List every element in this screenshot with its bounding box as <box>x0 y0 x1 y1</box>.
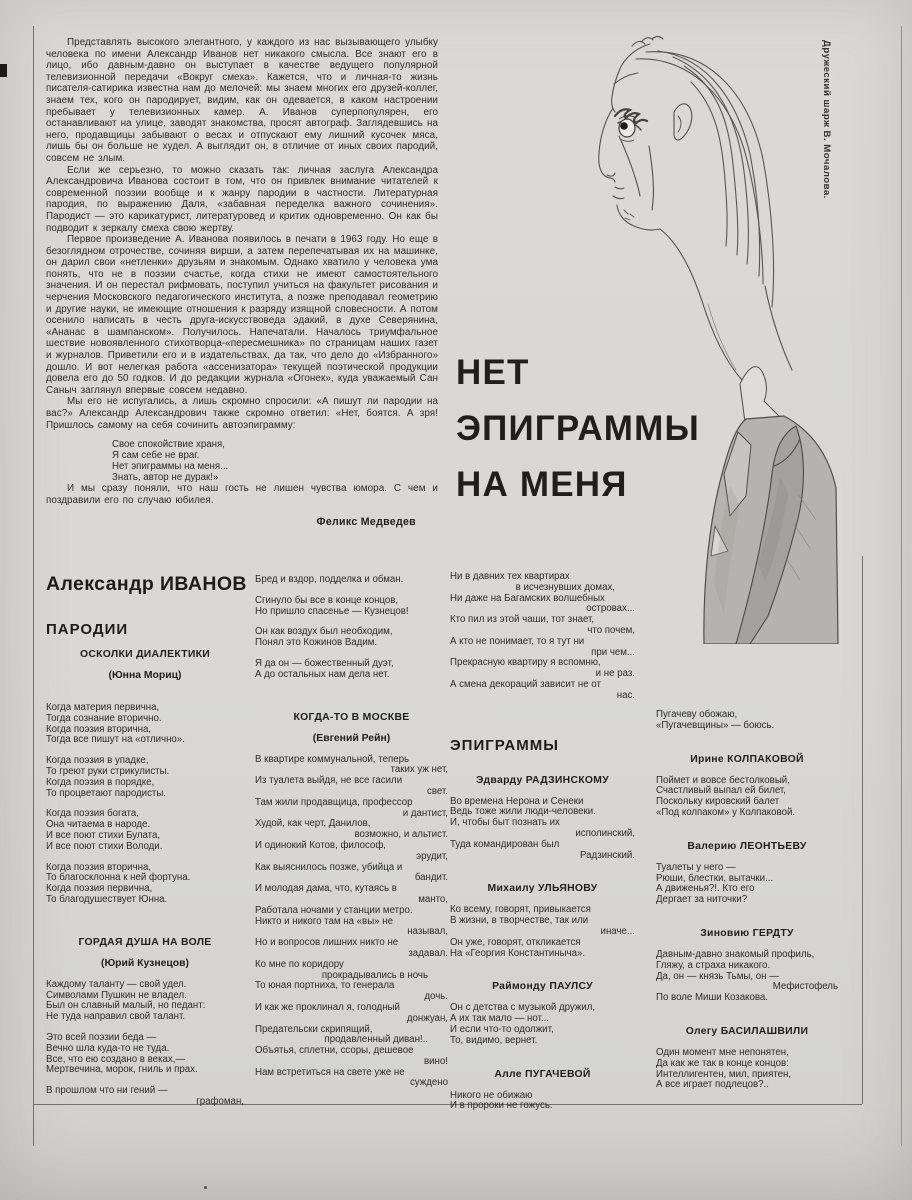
poem-line: Когда поэзия богата, <box>46 808 139 820</box>
poem-line: Никого не обижаю <box>450 1089 533 1101</box>
poem-line: Никто и никого там на «вы» не <box>255 915 393 927</box>
parodied-poet-name: (Юрий Кузнецов) <box>101 957 189 969</box>
poem-line: И молодая дама, что, кутаясь в <box>255 883 397 895</box>
poem-line: А смена декораций зависит не от <box>450 678 601 690</box>
poem-line: продавленный диван!.. <box>324 1034 428 1046</box>
poem-line: нас. <box>616 689 635 701</box>
poem-title: Зиновию ГЕРДТУ <box>700 927 794 939</box>
intro-article <box>46 37 438 528</box>
poem-line: Поймет и вовсе бестолковый, <box>656 774 790 786</box>
poem-line: Когда поэзия первична, <box>46 883 153 895</box>
author-name-heading: Александр ИВАНОВ <box>46 573 247 595</box>
poem-line: исполинский, <box>575 827 635 839</box>
poem-line: Работала ночами у станции метро. <box>255 904 413 916</box>
spacer <box>450 959 635 980</box>
parodied-poet-name: (Юнна Мориц) <box>108 670 182 681</box>
closing-paragraph: И мы сразу поняли, что наш гость не лишен чувства юмора. С чем и поздравили его по случаю юбилея. <box>46 483 438 506</box>
poem-line: И как же проклинал я, голодный <box>255 1001 400 1013</box>
poem-line: То, видимо, вернет. <box>450 1034 538 1046</box>
face-sketch <box>599 44 692 230</box>
poem-line: В квартире коммунальной, теперь <box>255 753 410 765</box>
poem-line: вино! <box>424 1055 448 1067</box>
poem-line: А кто не понимает, то я тут ни <box>450 635 585 647</box>
hair-sketch <box>614 37 774 308</box>
spacer <box>450 702 635 737</box>
poem-line: в исчезнувших домах, <box>515 581 615 593</box>
poem-line: Сгинуло бы все в конце концов, <box>255 594 399 606</box>
poem-line: Давным-давно знакомый профиль, <box>656 948 815 960</box>
poem-line: Он с детства с музыкой дружил, <box>450 1002 596 1014</box>
poem-line: Туда командирован был <box>450 838 560 850</box>
poem-line: Пугачеву обожаю, <box>656 709 738 720</box>
poem-line: суждено <box>409 1077 448 1089</box>
column-divider-rule <box>862 556 863 1104</box>
poem-line: задавал. <box>408 947 448 959</box>
poem-title: Валерию ЛЕОНТЬЕВУ <box>687 840 807 852</box>
spacer <box>656 732 838 753</box>
poem-line: Поскольку кировский балет <box>656 796 780 808</box>
poem-line: при чем... <box>591 646 635 658</box>
section-heading: ЭПИГРАММЫ <box>450 736 559 754</box>
poem-line: прокрадывались в ночь <box>321 969 428 981</box>
page-title-line: НА МЕНЯ <box>456 465 628 505</box>
poem-title: Олегу БАСИЛАШВИЛИ <box>685 1025 809 1037</box>
parodies-column-2 <box>255 575 448 1089</box>
poem-line: Ко всему, говорят, привыкается <box>450 904 591 916</box>
byline: Феликс Медведев <box>316 515 416 528</box>
poem-line: И все поют стихи Володи. <box>46 840 163 852</box>
spacer <box>656 1004 838 1025</box>
poem-line: В прошлом что ни гений — <box>46 1085 168 1097</box>
poem-line: свет. <box>426 785 448 797</box>
poem-line: Да как же так в конце концов: <box>656 1057 789 1069</box>
parodies-column-1 <box>46 573 247 1108</box>
poem-line: Когда материя первична, <box>46 702 160 713</box>
poem-line: манто, <box>418 893 448 905</box>
intro-paragraph: Мы его не испугались, а лишь скромно спросили: «А пишут ли пародии на вас?» Александр Александрович также скромно ответил: «Нет, боятся. А зря! Пришлось самому на себя сочинить автоэпиграмму: <box>46 396 438 431</box>
poem-line: Интеллигентен, мил, приятен, <box>656 1068 792 1080</box>
poem-line: Как выяснилось позже, убийца и <box>255 861 403 873</box>
poem-line: бандит. <box>414 872 448 884</box>
page-title-line: НЕТ <box>456 353 530 393</box>
spacer <box>450 1047 635 1068</box>
poem-line: и не раз. <box>595 668 635 680</box>
poem-line: Ведь тоже жили люди-человеки. <box>450 806 596 818</box>
spacer <box>450 764 635 774</box>
poem-line: Не туда направил свой талант. <box>46 1011 186 1023</box>
poem-title: Ирине КОЛПАКОВОЙ <box>690 753 804 765</box>
epigram-line: Нет эпиграммы на меня... <box>112 460 229 472</box>
poem-line: дочь. <box>424 991 448 1003</box>
poem-line: То благодушествует Юнна. <box>46 893 168 905</box>
poem-line: и дантист, <box>402 807 448 819</box>
poem-line: Бред и вздор, подделка и обман. <box>255 574 404 585</box>
poem-line: То благосклонна к ней фортуна. <box>46 872 191 884</box>
poem-line: То юная портниха, то генерала <box>255 980 395 992</box>
poem-title: Раймонду ПАУЛСУ <box>492 981 593 993</box>
poem-line: Из туалета выйдя, не все гасили <box>255 775 403 787</box>
epigrams-column-1 <box>450 572 635 1112</box>
poem-line: И все поют стихи Булата, <box>46 829 161 841</box>
poem-line: Он уже, говорят, откликается <box>450 936 581 948</box>
poem-line: Дергает за ниточки? <box>656 894 748 906</box>
poem-line: Когда поэзия вторична, <box>46 723 152 735</box>
poem-line: А движенья?!. Кто его <box>656 883 755 895</box>
poem-title: КОГДА-ТО В МОСКВЕ <box>293 711 410 723</box>
poem-line: Это всей поэзии беда — <box>46 1031 157 1043</box>
poem-line: В жизни, в творчестве, так или <box>450 915 589 927</box>
auto-epigram <box>112 440 438 483</box>
caricature-drawing <box>588 24 840 644</box>
poem-line: Кто пил из этой чаши, тот знает, <box>450 614 595 626</box>
poem-line: Во времена Нерона и Сенеки <box>450 795 584 807</box>
poem-line: Счастливый выпал ей билет, <box>656 785 786 797</box>
right-border-rule <box>901 26 902 1146</box>
poem-line: Каждому таланту — свой удел. <box>46 978 187 990</box>
poem-line: Предательски скрипящий, <box>255 1023 373 1035</box>
poem-line: «Пугачевщины» — боюсь. <box>656 719 775 731</box>
epigram-line: Я сам себе не враг. <box>112 449 200 461</box>
poem-title: ОСКОЛКИ ДИАЛЕКТИКИ <box>79 649 211 660</box>
poem-line: А их так мало — нот... <box>450 1013 549 1025</box>
poem-line: Он как воздух был необходим, <box>255 626 393 638</box>
poem-line: Худой, как черт, Данилов, <box>255 818 371 830</box>
epigram-line: Знать, автор не дурак!» <box>112 471 219 483</box>
poem-line: донжуан, <box>406 1012 448 1024</box>
poem-line: Понял это Кожинов Вадим. <box>255 637 378 649</box>
poem-line: Радзинский. <box>580 849 635 861</box>
poem-line: называл, <box>407 926 448 938</box>
poem-line: иначе... <box>600 925 635 937</box>
poem-line: Был он славный малый, но педант: <box>46 1000 206 1012</box>
poem-line: По воле Миши Козакова. <box>656 992 768 1004</box>
spacer <box>46 682 244 703</box>
intro-paragraph: Представлять высокого элегантного, у каждого из нас вызывающего улыбку человека по имени Александр Иванов нет никакого смысла. Все знают его в лицо, ибо давным-давно он выступает в качестве ведущего популярной телевизионной передачи «Вокруг смеха». Кажется, что и личная-то жизнь писателя-сатирика известна нам до мелочей: мы знаем многих его друзей-коллег, знаем тех, кого он пародирует, видим, как он одевается, в каком настроении пребывает у телевизионных камер. А. Иванов суперпопулярен, его останавливают на улице, заводят знакомства, просят автограф. Заглядевшись на него, продавщицы забывают о весах и отпускают ему лишний кусочек мяса, лишь бы он больше не худел. А выглядит он, в отличие от иных своих пародий, совсем не злым. <box>46 37 438 164</box>
spacer <box>255 681 448 711</box>
poem-line: На «Георгия Константиныча». <box>450 947 586 959</box>
poem-line: Один момент мне непонятен, <box>656 1046 789 1058</box>
epigrams-column-2 <box>656 710 838 1091</box>
poem-line: «Под колпаком» у Колпаковой. <box>656 806 796 818</box>
scan-artifact <box>0 64 7 77</box>
poem-line: Прекрасную квартиру я вспомню, <box>450 657 601 669</box>
poem-line: И если что-то одолжит, <box>450 1023 554 1035</box>
section-heading: ПАРОДИИ <box>46 621 129 638</box>
spacer <box>450 861 635 882</box>
poem-line: Гляжу, а страха никакого. <box>656 959 771 971</box>
poem-title: ГОРДАЯ ДУША НА ВОЛЕ <box>78 936 212 948</box>
poem-line: Ко мне по коридору <box>255 958 344 970</box>
poem-title: Алле ПУГАЧЕВОЙ <box>494 1068 591 1080</box>
poem-line: что почем, <box>587 624 635 636</box>
poem-line: Когда поэзия в упадке, <box>46 755 149 767</box>
poem-line: Вечно шла куда-то не туда. <box>46 1042 170 1054</box>
poem-line: Все, что ею создано в веках,— <box>46 1053 186 1065</box>
poem-line: Объятья, сплетни, ссоры, дешевое <box>255 1045 414 1057</box>
poem-line: Когда поэзия в порядке, <box>46 776 155 788</box>
poem-line: Нам встретиться на свете уже не <box>255 1066 405 1078</box>
poem-line: И одинокий Котов, философ, <box>255 839 386 851</box>
poem-line: Туалеты у него — <box>656 861 736 873</box>
poem-line: Мефистофель <box>772 981 838 993</box>
poem-line: И, чтобы быт познать их <box>450 817 560 829</box>
poem-line: Символами Пушкин не владел. <box>46 989 187 1001</box>
poem-line: Она читаема в народе. <box>46 819 151 831</box>
poem-line: Мертвечина, морок, гниль и прах. <box>46 1064 198 1076</box>
poem-line: эрудит, <box>416 850 448 862</box>
poem-line: возможно, и альтист. <box>354 829 448 841</box>
poem-line: таких уж нет, <box>390 764 448 776</box>
poem-line: Там жили продавщица, профессор <box>255 796 413 808</box>
left-border-rule <box>33 26 34 1146</box>
poem-line: Рюши, блестки, вытачки... <box>656 872 774 884</box>
poem-line: графоман, <box>196 1095 244 1107</box>
poem-line: Ни даже на Багамских волшебных <box>450 592 605 604</box>
poem-line: Ни в давних тех квартирах <box>450 571 570 582</box>
poem-line: Но и вопросов лишних никто не <box>255 937 399 949</box>
intro-paragraph: Первое произведение А. Иванова появилось в печати в 1963 году. Но еще в безоглядном отрочестве, сочиняя вирши, а затем перепечатывая их на машинке, он дарил свои «нетленки» друзьям и знакомым. Однако хватило у человека ума понять, что не в поэзии счастье, когда стихи не имеют самостоятельного значения. И он перестал рифмовать, поступил учиться на факультет рисования и черчения Московского педагогического института, а позже преподавал геометрию и другие науки, не имеющие отношения к разряду изящной словесности. А потом осенило написать в честь друга-искусствоведа эдакий, в духе Северянина, «Ананас в шампанском». Получилось. Напечатали. Началось триумфальное шествие новоявленного стихотворца-«пересмешника» по страницам наших газет и журналов. Приветили его и в издательствах, да так, что дело до «Избранного» дошло. И вот нелегкая работа «ассенизатора» текущей поэтической продукции довела его до 50 годков. И до редакции журнала «Огонек», куда уважаемый Сан Саныч заглянул впервые совсем недавно. <box>46 234 438 396</box>
page-title-line: ЭПИГРАММЫ <box>456 409 700 449</box>
parodied-poet-name: (Евгений Рейн) <box>312 732 391 744</box>
scan-artifact <box>204 1186 207 1189</box>
poem-line: То процветают пародисты. <box>46 787 167 799</box>
poem-title: Эдварду РАДЗИНСКОМУ <box>475 774 610 786</box>
artist-credit-caption: Дружеский шарж В. Мочалова. <box>821 40 832 199</box>
spacer <box>656 819 838 840</box>
intro-paragraph: Если же серьезно, то можно сказать так: личная заслуга Александра Александровича Иванова состоит в том, что он привлек внимание читателей к современной поэзии вообще и к жанру пародии в частности. Литературная пародия, по выражению Даля, «забавная переделка важного сочинения». Пародист — это карикатурист, литературовед и критик одновременно. Он как бы подводит к зеркалу смеха свою жертву. <box>46 164 438 234</box>
poem-line: Тогда все пишут на «отлично». <box>46 734 185 746</box>
poem-line: А все играет подлецов?.. <box>656 1079 769 1091</box>
poem-title: Михаилу УЛЬЯНОВУ <box>487 883 598 895</box>
poem-line: островах... <box>586 603 635 615</box>
poem-line: То греют руки стрикулисты. <box>46 765 170 777</box>
spacer <box>46 906 244 936</box>
poem-line: Я да он — божественный дуэт, <box>255 657 394 669</box>
poem-line: Тогда сознание вторично. <box>46 712 162 724</box>
poem-line: Но пришло спасенье — Кузнецов! <box>255 605 409 617</box>
poem-line: Когда поэзия вторична, <box>46 861 152 873</box>
poem-line: Да, он — князь Тьмы, он — <box>656 970 779 982</box>
poem-line: А до остальных нам дела нет. <box>255 668 390 680</box>
epigram-line: Свое спокойствие храня, <box>112 439 225 451</box>
poem-line: И в пророки не гожусь. <box>450 1100 553 1112</box>
suit-sketch <box>704 367 838 644</box>
spacer <box>656 906 838 927</box>
